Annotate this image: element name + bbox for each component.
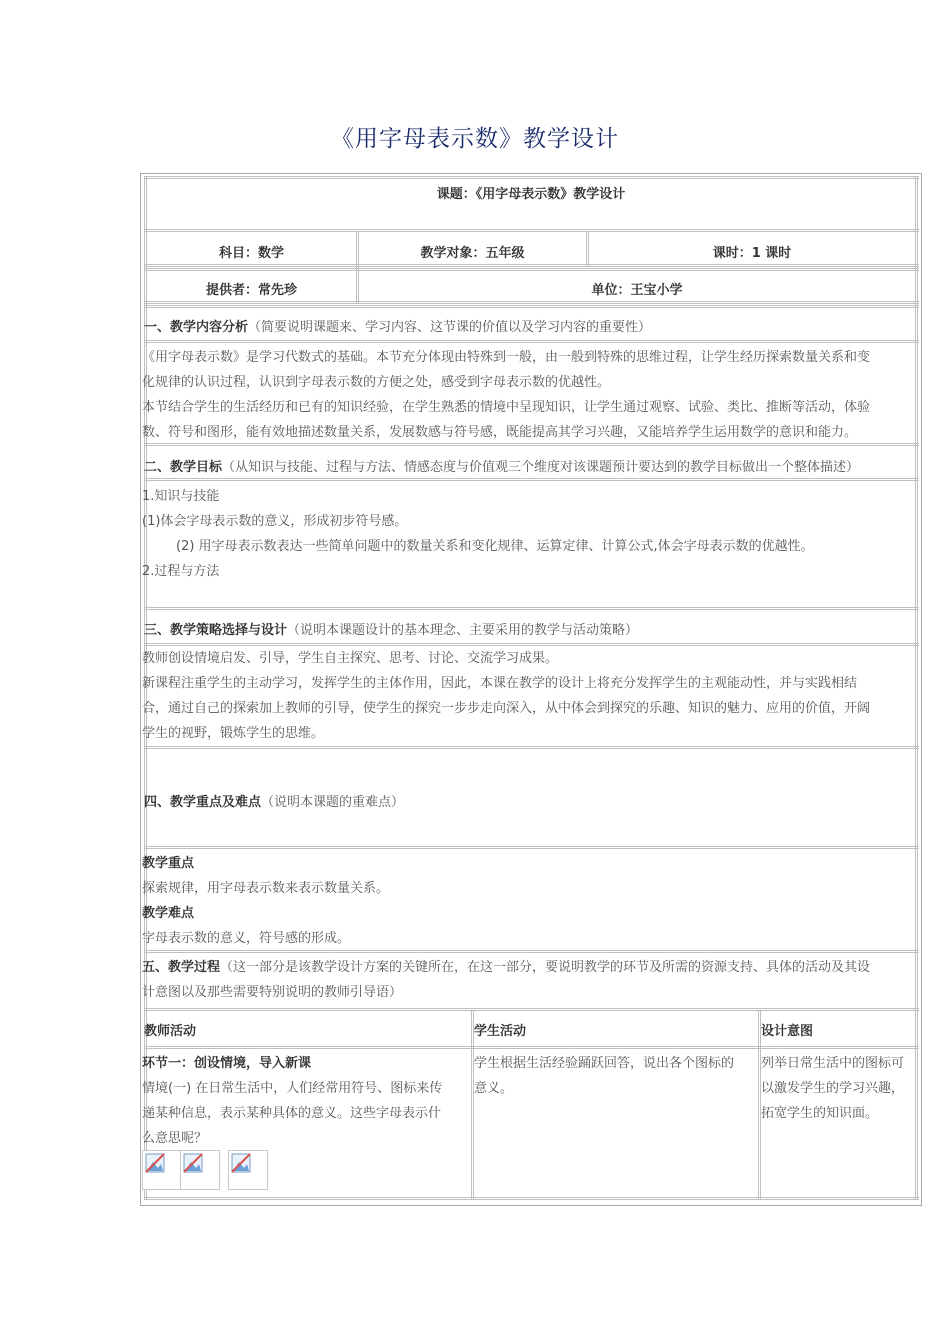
- section1-heading: 一、教学内容分析: [144, 320, 249, 335]
- section5-note-cont: 计意图以及那些需要特别说明的教师引导语）: [142, 985, 403, 1000]
- broken-image-icon: [228, 1150, 268, 1190]
- key-point-label: 教学重点: [142, 856, 195, 871]
- section4-body: [142, 851, 922, 951]
- key-point-text: 探索规律，用字母表示数来表示数量关系。: [142, 881, 390, 896]
- section2-note: （从知识与技能、过程与方法、情感态度与价值观三个维度对该课题预计要达到的教学目标做出一个整体描述）: [222, 460, 860, 475]
- row-divider: [144, 229, 919, 232]
- section4-heading-row: [144, 791, 404, 810]
- section2-body: [142, 484, 922, 584]
- section1-line: 本节结合学生的生活经历和已有的知识经验，在学生熟悉的情境中呈现知识，让学生通过观察、试验、类比、推断等活动，体验: [142, 400, 871, 415]
- section4-heading: 四、教学重点及难点: [144, 795, 262, 810]
- section3-note: （说明本课题设计的基本理念、主要采用的教学与活动策略）: [287, 623, 639, 638]
- unit-cell: 单位：王宝小学: [591, 283, 683, 298]
- section2-line: 2.过程与方法: [142, 564, 220, 579]
- target-cell: 教学对象：五年级: [420, 246, 525, 261]
- section3-line: 学生的视野，锻炼学生的思维。: [142, 726, 325, 741]
- difficulty-label: 教学难点: [142, 906, 195, 921]
- col-header-intent: 设计意图: [761, 1024, 814, 1039]
- row-divider: [144, 846, 919, 849]
- row-divider: [144, 1008, 919, 1011]
- design-intent-cell: [761, 1051, 921, 1126]
- row-divider: [144, 176, 919, 179]
- step-title: 环节一：创设情境，导入新课: [142, 1056, 312, 1071]
- row-divider: [144, 746, 919, 749]
- section2-heading-row: [144, 456, 859, 475]
- section2-line: (2) 用字母表示数表达一些简单问题中的数量关系和变化规律、运算定律、计算公式,体会字母表示数的优越性。: [176, 539, 814, 554]
- provider-cell: 提供者：常先珍: [205, 283, 297, 298]
- hours-label: 课时：: [712, 246, 752, 261]
- section2-heading: 二、教学目标: [144, 460, 223, 475]
- col-header-student: 学生活动: [474, 1024, 527, 1039]
- broken-image-icon: [180, 1150, 220, 1190]
- row-divider: [144, 305, 919, 308]
- row-divider: [144, 340, 919, 343]
- teacher-activity-cell: [142, 1051, 472, 1151]
- intent-line: 拓宽学生的知识面。: [761, 1106, 879, 1121]
- row-divider: [144, 301, 919, 304]
- intent-line: 列举日常生活中的图标可: [761, 1056, 905, 1071]
- section1-line: 化规律的认识过程，认识到字母表示数的方便之处，感受到字母表示数的优越性。: [142, 375, 611, 390]
- subject-cell: 科目：数学: [218, 246, 284, 261]
- row-divider: [144, 478, 919, 481]
- section3-body: [142, 646, 932, 746]
- section3-line: 合，通过自己的探索加上教师的引导，使学生的探究一步步走向深入，从中体会到探究的乐趣、知识的魅力、应用的价值，开阔: [142, 701, 871, 716]
- difficulty-text: 字母表示数的意义，符号感的形成。: [142, 931, 351, 946]
- section4-note: （说明本课题的重难点）: [261, 795, 405, 810]
- intent-line: 以激发学生的学习兴趣，: [761, 1081, 905, 1096]
- row-divider: [144, 268, 919, 271]
- section5-heading-row: [142, 955, 932, 980]
- section5-note: （这一部分是该教学设计方案的关键所在，在这一部分，要说明教学的环节及所需的资源支持、具体的活动及其设: [220, 960, 871, 975]
- section1-line: 数、符号和图形，能有效地描述数量关系，发展数感与符号感，既能提高其学习兴趣，又能培养学生运用数学的意识和能力。: [142, 425, 858, 440]
- student-line: 学生根据生活经验踊跃回答，说出各个图标的: [474, 1056, 735, 1071]
- student-activity-cell: [474, 1051, 764, 1101]
- teacher-line: 情境(一) 在日常生活中，人们经常用符号、图标来传: [142, 1081, 443, 1096]
- topic-cell: 课题：《用字母表示数》教学设计: [436, 187, 626, 202]
- row-divider: [144, 1046, 919, 1049]
- section1-note: （简要说明课题来、学习内容、这节课的价值以及学习内容的重要性）: [248, 320, 652, 335]
- section3-heading-row: [144, 619, 638, 638]
- section1-line: 《用字母表示数》是学习代数式的基础。本节充分体现由特殊到一般，由一般到特殊的思维过程，让学生经历探索数量关系和变: [142, 350, 871, 365]
- teacher-line: 递某种信息，表示某种具体的意义。这些字母表示什: [142, 1106, 442, 1121]
- section2-line: (1)体会字母表示数的意义，形成初步符号感。: [142, 514, 408, 529]
- student-line: 意义。: [474, 1081, 514, 1096]
- section5-heading-block: [142, 955, 932, 1005]
- hours-cell: [589, 242, 915, 261]
- page-title: 《用字母表示数》教学设计: [331, 126, 619, 152]
- row-divider: [144, 1197, 919, 1200]
- section3-line: 新课程注重学生的主动学习，发挥学生的主体作用，因此，本课在教学的设计上将充分发挥学生的主观能动性，并与实践相结: [142, 676, 858, 691]
- section2-line: 1.知识与技能: [142, 489, 220, 504]
- section1-body: [142, 345, 932, 445]
- section1-heading-row: [144, 316, 651, 335]
- broken-image-icon: [142, 1150, 182, 1190]
- hours-unit: 课时: [765, 246, 792, 261]
- hours-value: 1: [751, 246, 761, 261]
- teacher-line: 么意思呢？: [142, 1131, 208, 1146]
- row-divider: [144, 264, 919, 267]
- section3-heading: 三、教学策略选择与设计: [144, 623, 288, 638]
- row-divider: [144, 607, 919, 610]
- section3-line: 教师创设情境启发、引导，学生自主探究、思考、讨论、交流学习成果。: [142, 651, 559, 666]
- section5-heading: 五、教学过程: [142, 960, 221, 975]
- col-header-teacher: 教师活动: [144, 1024, 197, 1039]
